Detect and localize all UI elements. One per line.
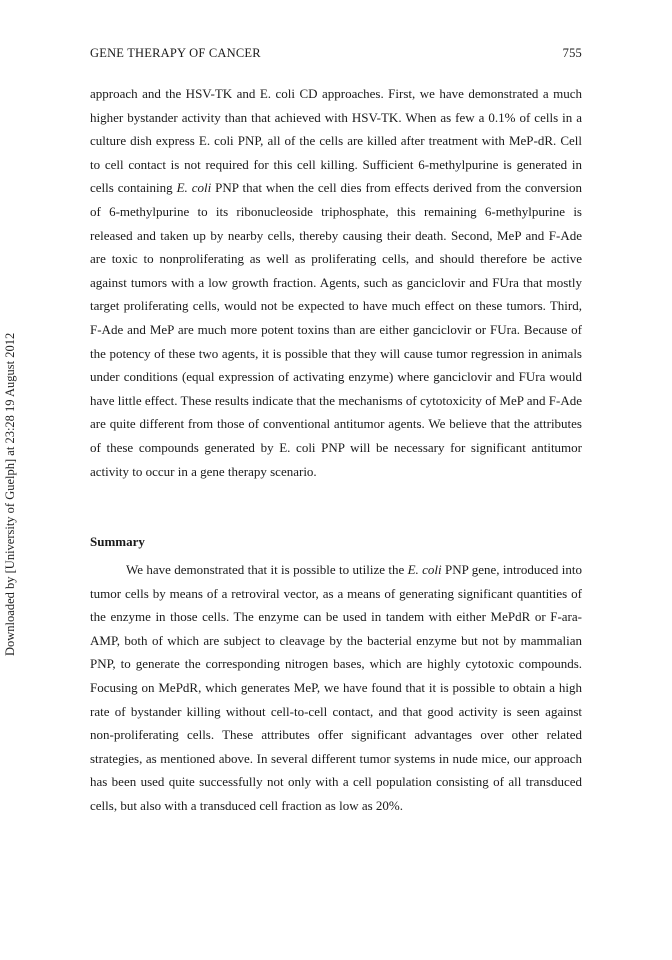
running-title: GENE THERAPY OF CANCER	[90, 46, 261, 60]
paragraph1-part2: PNP that when the cell dies from effects derived from the conversion of 6-methylpurine to its ribonucleoside triphosphate, this remaining 6-methylpurine is released and taken up by nearby cells, thereby causing their death. Second, MeP and F-Ade are toxic to nonproliferating as well as proliferating cells, and should therefore be active against tumors with a low growth fraction. Agents, such as ganciclovir and FUra that mostly target proliferating cells, would not be expected to have much effect on these tumors. Third, F-Ade and MeP are much more potent toxins than are either ganciclovir or FUra. Because of the potency of these two agents, it is possible that they will cause tumor regression in animals under conditions (equal expression of activating enzyme) where ganciclovir and FUra would have little effect. These results indicate that the mechanisms of cytotoxicity of MeP and F-Ade are quite different from those of conventional antitumor agents. We believe that the attributes of these compounds generated by E. coli PNP will be necessary for significant antitumor activity to occur in a gene therapy scenario.	[90, 180, 583, 479]
paragraph-summary	[90, 558, 582, 818]
paragraph1-ecoli: E. coli	[176, 180, 212, 196]
paragraph-bystander-activity	[90, 82, 582, 483]
running-header	[90, 46, 582, 61]
summary-ecoli: E. coli	[407, 562, 442, 577]
summary-heading: Summary	[90, 534, 145, 549]
paragraph1-part1: approach and the HSV-TK and E. coli CD approaches. First, we have demonstrated a much higher bystander activity than that achieved with HSV-TK. When as few a 0.1% of cells in a culture dish express E. coli PNP, all of the cells are killed after treatment with MeP-dR. Cell to cell contact is not required for this cell killing. Sufficient 6-methylpurine is generated in cells containing	[90, 86, 582, 196]
download-watermark	[2, 292, 18, 656]
page-number: 755	[562, 46, 582, 60]
summary-part2: PNP gene, introduced into tumor cells by means of a retroviral vector, as a means of generating significant quantities of the enzyme in those cells. The enzyme can be used in tandem with either MePdR or F-ara-AMP, both of which are subject to cleavage by the bacterial enzyme but not by mammalian PNP, to generate the corresponding nitrogen bases, which are highly cytotoxic compounds. Focusing on MePdR, which generates MeP, we have found that it is possible to obtain a high rate of bystander killing without cell-to-cell contact, and that good activity is seen against non-proliferating cells. These attributes offer significant advantages over other related strategies, as mentioned above. In several different tumor systems in nude mice, our approach has been used quite successfully not only with a cell population consisting of all transduced cells, but also with a transduced cell fraction as low as 20%.	[90, 562, 583, 813]
download-watermark-text: Downloaded by [University of Guelph] at 23:28 19 August 2012	[3, 332, 17, 656]
summary-part1: We have demonstrated that it is possible to utilize the	[126, 562, 408, 577]
